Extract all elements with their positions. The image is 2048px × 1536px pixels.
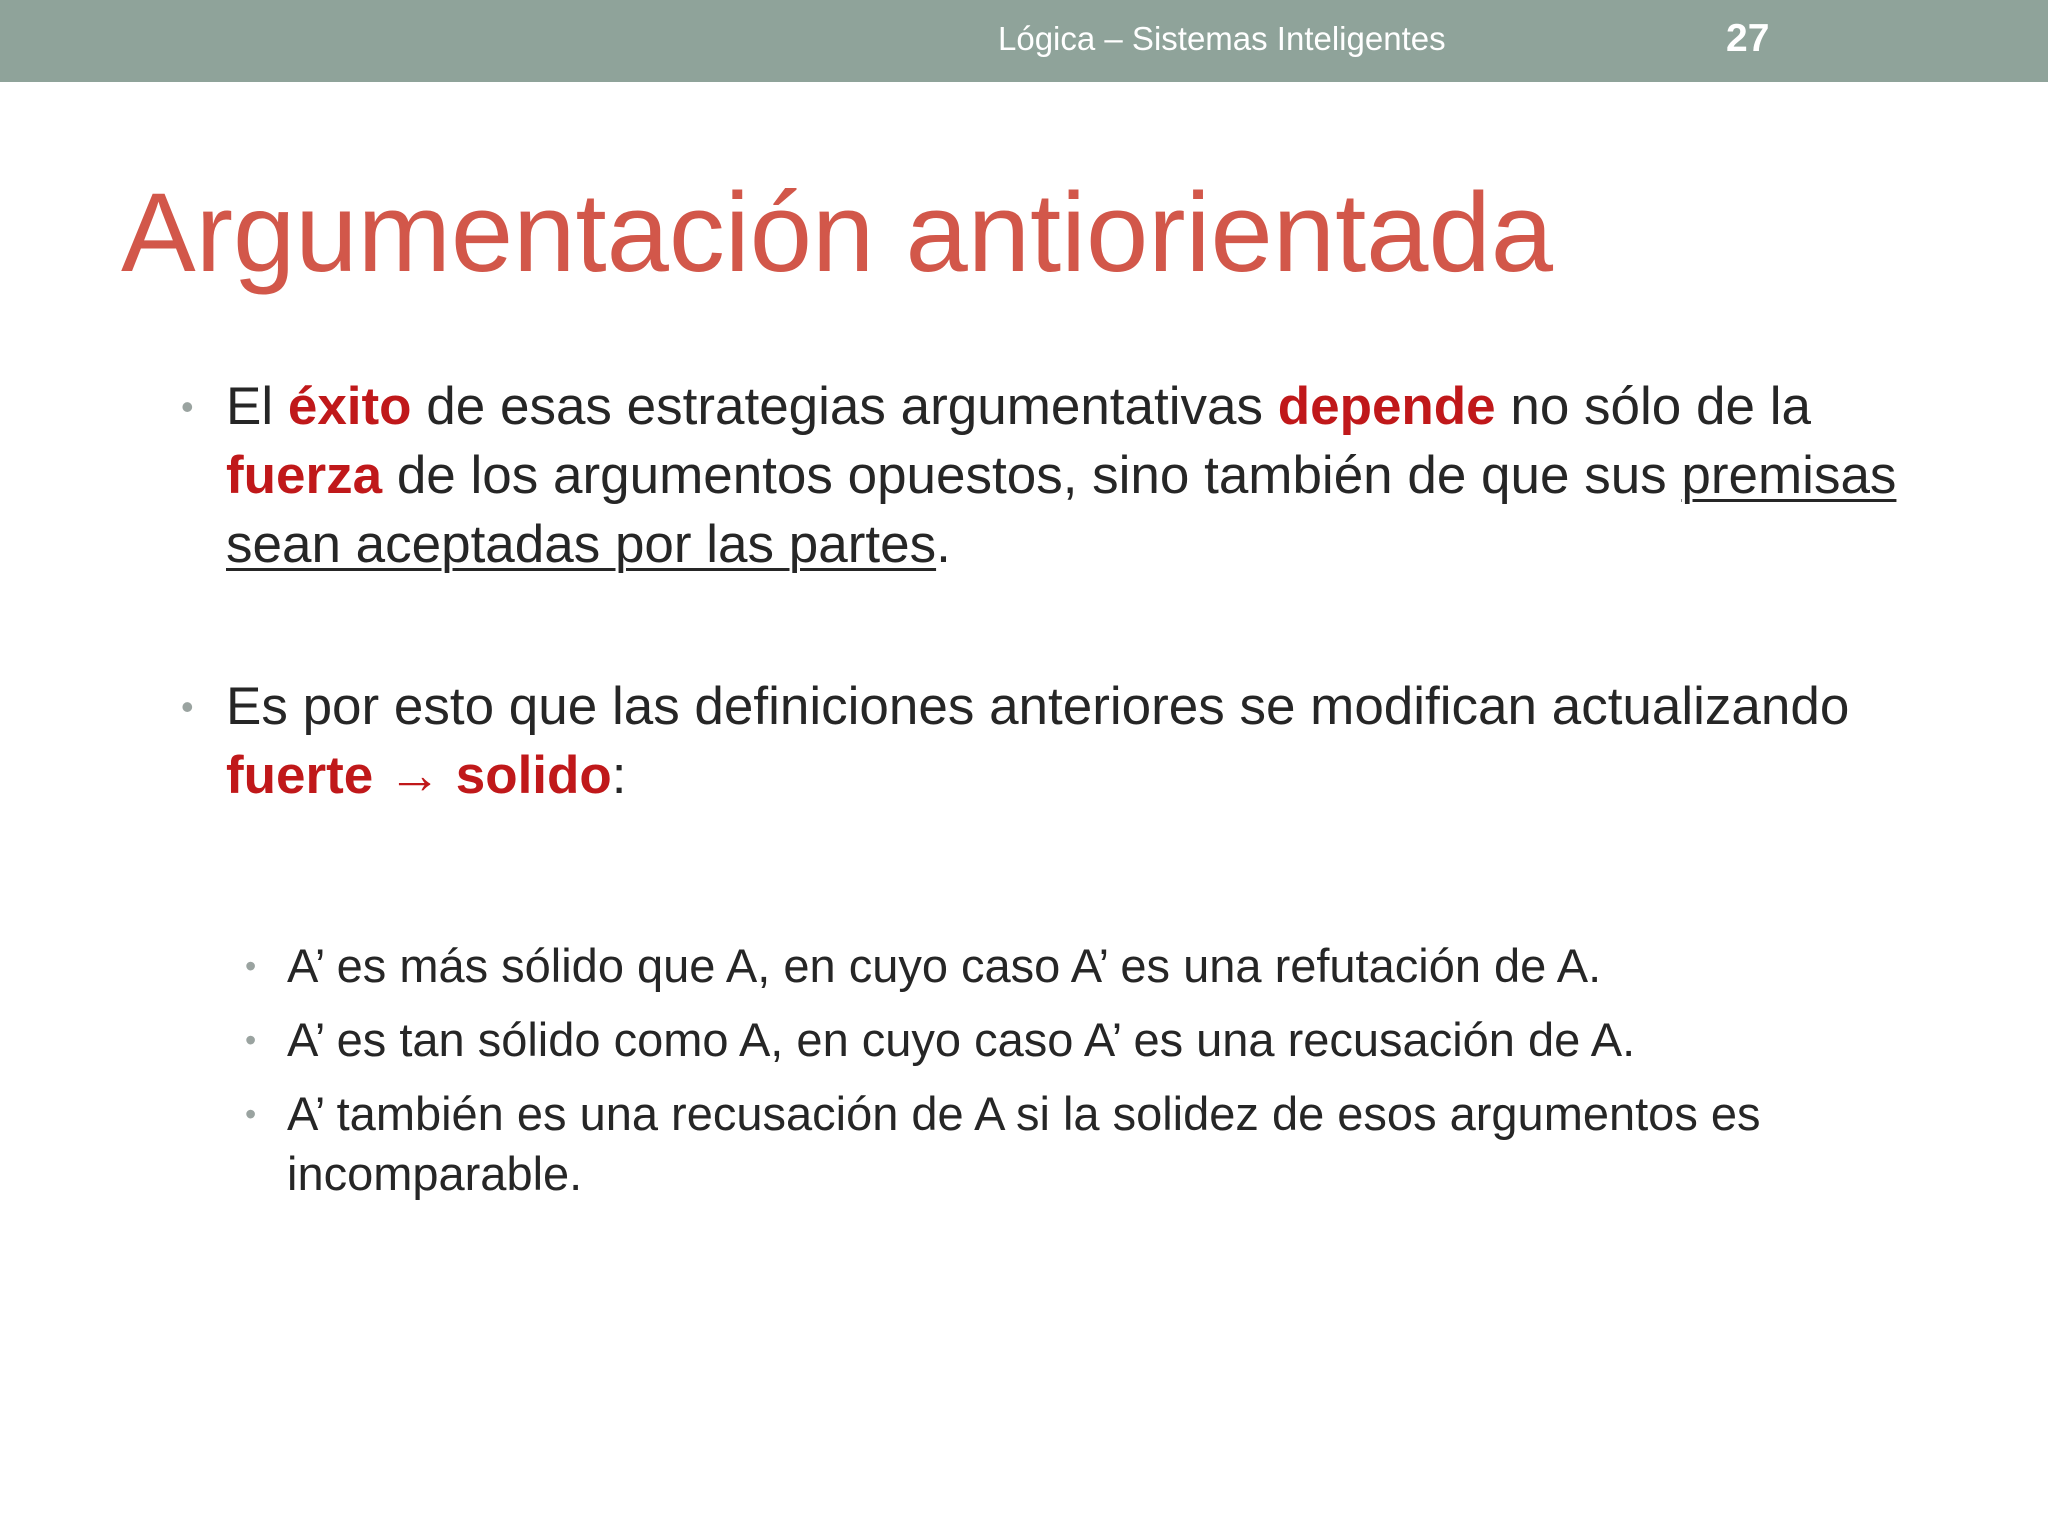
- sub-bullet-dot-icon: •: [245, 1096, 257, 1132]
- arrow-right-icon: →: [373, 746, 456, 805]
- bullet-item: [181, 372, 1901, 579]
- sub-bullet-item: [245, 936, 1945, 996]
- bullet-dot-icon: •: [181, 386, 194, 427]
- bullet-text: Es por esto que las definiciones anteriores se modifican actualizando: [226, 677, 1850, 736]
- highlight-depende: depende: [1277, 377, 1496, 436]
- page-number: 27: [1726, 17, 1770, 60]
- highlight-exito: éxito: [287, 377, 412, 436]
- sub-bullet-dot-icon: •: [245, 948, 257, 984]
- sub-bullet-dot-icon: •: [245, 1022, 257, 1058]
- bullet-dot-icon: •: [181, 686, 194, 727]
- highlight-fuerte: fuerte: [226, 746, 374, 805]
- bullet-text: no sólo de la: [1495, 377, 1811, 436]
- highlight-fuerza: fuerza: [226, 446, 383, 505]
- underlined-text: premisas sean aceptadas por las partes: [226, 446, 1897, 574]
- header-title: Lógica – Sistemas Inteligentes: [998, 20, 1446, 57]
- bullet-text: El: [226, 377, 288, 436]
- bullet-text: de esas estrategias argumentativas: [411, 377, 1278, 436]
- sub-bullet-text: A’ es tan sólido como A, en cuyo caso A’ es una recusación de A.: [287, 1013, 1636, 1066]
- sub-bullet-item: [245, 1084, 1945, 1204]
- bullet-item: [181, 672, 1901, 810]
- bullet-text: :: [611, 746, 627, 805]
- sub-bullet-text: A’ es más sólido que A, en cuyo caso A’ es una refutación de A.: [287, 939, 1602, 992]
- bullet-text: de los argumentos opuestos, sino también de que sus: [382, 446, 1682, 505]
- highlight-solido: solido: [455, 746, 612, 805]
- sub-bullet-item: [245, 1010, 1945, 1070]
- bullet-text: .: [936, 515, 951, 574]
- sub-bullet-text: A’ también es una recusación de A si la solidez de esos argumentos es incomparable.: [287, 1087, 1761, 1200]
- slide-title: Argumentación antiorientada: [121, 170, 1554, 295]
